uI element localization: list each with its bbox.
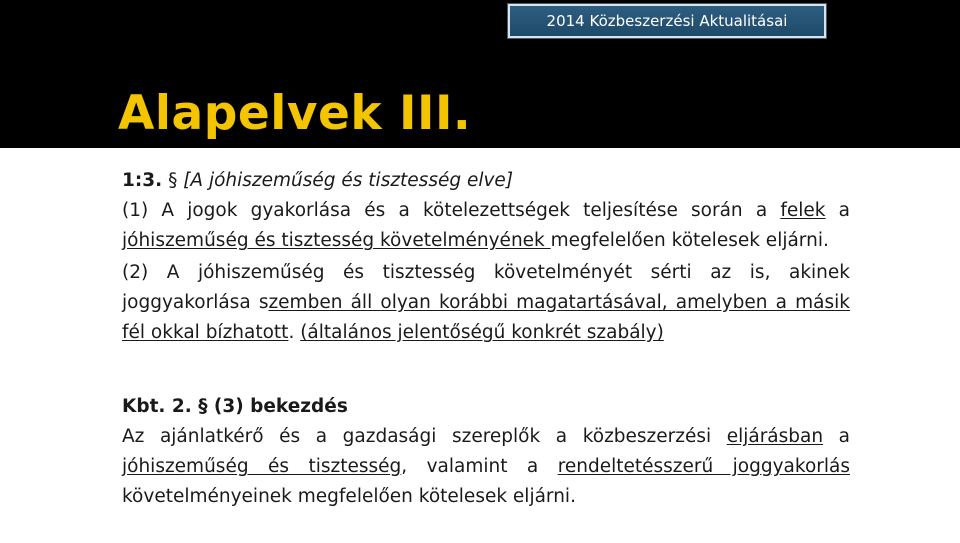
p1-underlined-felek: felek: [780, 200, 826, 221]
kbt-text-c: , valamint a: [401, 456, 558, 477]
kbt-text-d: követelményeinek megfelelően kötelesek eljárni.: [122, 486, 576, 507]
slide-title: Alapelvek III.: [118, 86, 472, 141]
kbt-text-a: Az ajánlatkérő és a gazdasági szereplők a közbeszerzési: [122, 426, 727, 447]
section-number: 1:3.: [122, 170, 163, 191]
kbt-text-b: a: [823, 426, 851, 447]
section2-heading: Kbt. 2. § (3) bekezdés: [122, 396, 348, 417]
paragraph-2: [122, 258, 850, 348]
section1-heading: [122, 166, 850, 196]
kbt-underlined-good-faith: jóhiszeműség és tisztesség: [122, 456, 402, 477]
presentation-badge: 2014 Közbeszerzési Aktualitásai: [508, 4, 826, 38]
paragraph-1: [122, 196, 850, 256]
p1-text-c: megfelelően kötelesek eljárni.: [550, 230, 829, 251]
kbt-underlined-proper-exercise: rendeltetésszerű joggyakorlás: [557, 456, 850, 477]
p2-text-b: .: [288, 322, 301, 343]
p1-text-b: a: [825, 200, 850, 221]
p2-underlined-general-rule: (általános jelentőségű konkrét szabály): [300, 322, 664, 343]
kbt-underlined-procedure: eljárásban: [726, 426, 824, 447]
kbt-paragraph: [122, 422, 850, 512]
section-heading-text: [A jóhiszeműség és tisztesség elve]: [183, 170, 514, 191]
paragraph-sign: §: [168, 170, 178, 191]
p2-underlined-conduct: zemben áll olyan korábbi magatartásával, amelyben a másik fél okkal bízhatott: [122, 292, 850, 343]
p2-text-a: (2) A jóhiszeműség és tisztesség követelményét sérti az is, akinek joggyakorlása s: [122, 262, 850, 313]
p1-text-a: (1) A jogok gyakorlása és a kötelezettségek teljesítése során a: [122, 200, 781, 221]
p1-underlined-requirement: jóhiszeműség és tisztesség követelményének: [122, 230, 551, 251]
slide-content: [122, 166, 850, 512]
